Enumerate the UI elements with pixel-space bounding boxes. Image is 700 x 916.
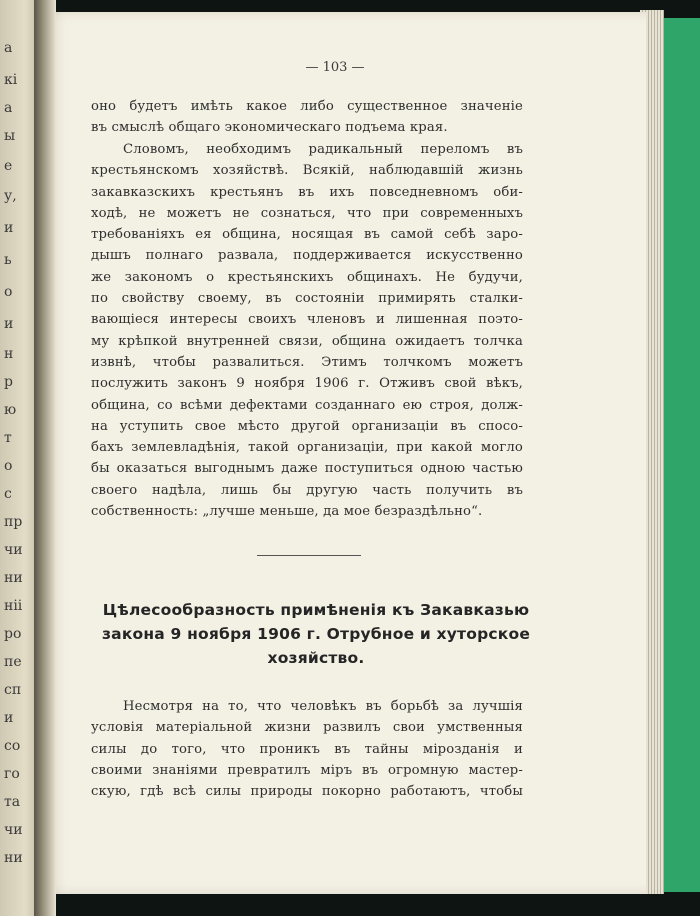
text-line: въ смыслѣ общаго экономическаго подъема края. — [91, 120, 448, 136]
text-line: же закономъ о крестьянскихъ общинахъ. Не будучи, — [91, 269, 523, 285]
text-line: вающіеся интересы своихъ членовъ и лишенная поэто- — [91, 312, 523, 328]
left-page-fragment: пе — [4, 654, 22, 670]
left-page-fragment: ніі — [4, 598, 23, 614]
left-page-fragment: и — [4, 710, 14, 726]
left-page-fragment: и — [4, 316, 14, 332]
left-page-fragment: о — [4, 284, 13, 300]
text-line: дышъ полнаго развала, поддерживается искусственно — [91, 248, 523, 264]
text-line: извнѣ, чтобы развалиться. Этимъ толчкомъ можетъ — [91, 354, 523, 370]
left-page-fragment: н — [4, 346, 14, 362]
left-page-fragment: пр — [4, 514, 23, 530]
section-divider — [257, 555, 361, 556]
left-page-fragment: а — [4, 100, 13, 116]
left-page-fragment: р — [4, 374, 13, 390]
heading-line: хозяйство. — [267, 649, 365, 667]
text-line: послужить законъ 9 ноября 1906 г. Отживъ свой вѣкъ, — [91, 376, 523, 392]
left-page-fragment: сп — [4, 682, 22, 698]
text-line: своего надѣла, лишь бы другую часть получить въ — [91, 482, 523, 498]
book-gutter — [34, 0, 56, 916]
left-page-fragment: ни — [4, 850, 23, 866]
text-line: община, со всѣми дефектами созданнаго ею строя, долж- — [91, 397, 523, 413]
left-page-fragment: кі — [4, 72, 18, 88]
left-page-fragment: и — [4, 220, 14, 236]
left-page-fragment: у, — [4, 188, 17, 204]
text-line: бы оказаться выгоднымъ даже поступиться одною частью — [91, 461, 523, 477]
text-line: условія матеріальной жизни развилъ свои умственныя — [91, 720, 523, 736]
left-page-fragment: т — [4, 430, 12, 446]
heading-line: закона 9 ноября 1906 г. Отрубное и хуторское — [101, 625, 531, 643]
text-line: ходѣ, не можетъ не сознаться, что при современныхъ — [91, 205, 523, 221]
dark-edge-bottom — [0, 892, 700, 916]
page-number: — 103 — — [305, 60, 365, 75]
left-page-fragment: ь — [4, 252, 12, 268]
text-line: силы до того, что проникъ въ тайны мірозданія и — [91, 741, 523, 757]
text-line: Словомъ, необходимъ радикальный переломъ въ — [123, 142, 523, 157]
left-page-fragment: та — [4, 794, 21, 810]
text-line: закавказскихъ крестьянъ въ ихъ повседневномъ оби- — [91, 184, 523, 200]
left-page-fragment: а — [4, 40, 13, 56]
paragraph-section — [91, 696, 523, 802]
left-page-fragment: со — [4, 738, 21, 754]
text-line: на уступить свое мѣсто другой организаціи въ спосо- — [91, 418, 523, 434]
section-heading — [96, 598, 536, 670]
text-line: Несмотря на то, что человѣкъ въ борьбѣ за лучшія — [123, 699, 523, 714]
text-line: крестьянскомъ хозяйствѣ. Всякій, наблюдавшій жизнь — [91, 163, 523, 179]
text-line: по свойству своему, въ состояніи примирять сталки- — [91, 291, 523, 307]
text-line: бахъ землевладѣнія, такой организаціи, при какой могло — [91, 440, 523, 456]
text-line: своими знаніями превратилъ міръ въ огромную мастер- — [91, 762, 523, 778]
heading-line: Цѣлесообразность примѣненія къ Закавказью — [102, 601, 530, 619]
paragraph-continuation — [91, 96, 523, 139]
left-page-fragment: ни — [4, 570, 23, 586]
left-page-fragment: чи — [4, 822, 23, 838]
text-line: оно будетъ имѣть какое либо существенное значеніе — [91, 99, 523, 114]
text-line: му крѣпкой внутренней связи, община ожидаетъ толчка — [91, 333, 523, 349]
left-page-fragment: ы — [4, 128, 16, 144]
left-page-fragment: ро — [4, 626, 22, 642]
left-page-fragment: е — [4, 158, 13, 174]
left-page-fragment: го — [4, 766, 20, 782]
paragraph-main — [91, 139, 523, 522]
left-page-fragment: чи — [4, 542, 23, 558]
left-page-fragment: ю — [4, 402, 17, 418]
text-line: собственность: „лучше меньше, да мое безраздѣльно“. — [91, 504, 483, 520]
left-page-fragment: с — [4, 486, 12, 502]
left-page-fragment: о — [4, 458, 13, 474]
text-line: требованіяхъ ея община, носящая въ самой себѣ заро- — [91, 227, 523, 243]
text-line: скую, гдѣ всѣ силы природы покорно работаютъ, чтобы — [91, 784, 523, 800]
